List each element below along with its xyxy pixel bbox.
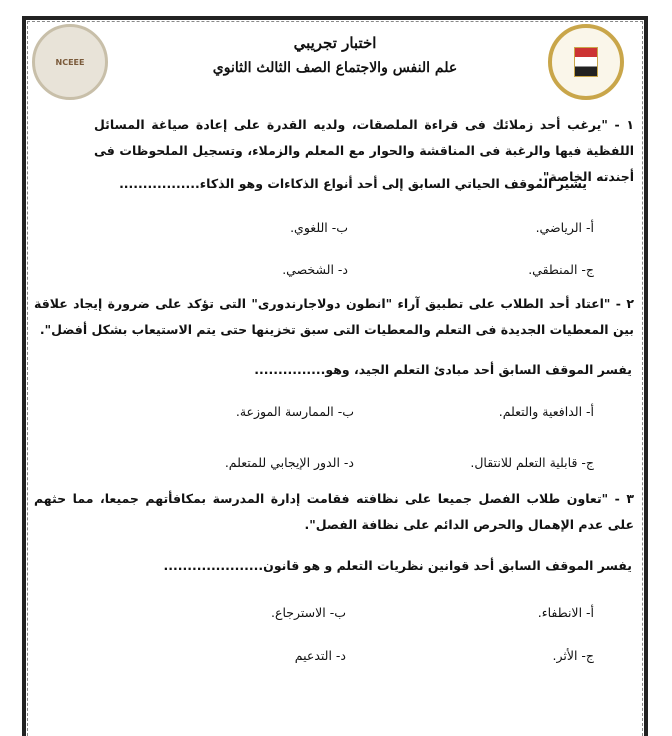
nceee-logo: NCEEE bbox=[32, 24, 108, 100]
question-stem: يشير الموقف الحياتي السابق إلى أحد أنواع الذكاءات وهو الذكاء................. bbox=[119, 176, 587, 191]
question-text: ٣ - "تعاون طلاب الفصل جميعا على نظافته فقامت إدارة المدرسة بمكافأتهم جميعا، مما حثهم على عدم الإهمال والحرص الدائم على نظافة الفصل". bbox=[34, 491, 634, 532]
option-c[interactable]: ج- قابلية التعلم للانتقال. bbox=[470, 455, 594, 470]
ministry-logo bbox=[548, 24, 624, 100]
option-b[interactable]: ب- الممارسة الموزعة. bbox=[235, 404, 354, 419]
exam-title: اختبار تجريبي bbox=[293, 34, 377, 52]
option-a[interactable]: أ- الدافعية والتعلم. bbox=[498, 404, 594, 419]
question-text: ١ - "يرغب أحد زملائك فى قراءة الملصقات، ولديه القدرة على إعادة صياغة المسائل اللفظية فيها والرغبة فى المناقشة والحوار مع المعلم والزملاء، وتسجيل الملحوظات فى أجندته الخاصة". bbox=[94, 117, 634, 184]
option-b[interactable]: ب- الاسترجاع. bbox=[271, 605, 346, 620]
option-d[interactable]: د- الشخصي. bbox=[282, 262, 348, 277]
question-stem: يفسر الموقف السابق أحد مبادئ التعلم الجيد، وهو............... bbox=[254, 362, 632, 377]
exam-subtitle: علم النفس والاجتماع الصف الثالث الثانوي bbox=[212, 60, 458, 76]
option-c[interactable]: ج- المنطقي. bbox=[528, 262, 594, 277]
eagle-emblem-icon bbox=[574, 47, 598, 77]
option-b[interactable]: ب- اللغوي. bbox=[290, 220, 348, 235]
option-d[interactable]: د- التدعيم bbox=[294, 648, 346, 663]
option-c[interactable]: ج- الأثر. bbox=[552, 648, 594, 663]
option-a[interactable]: أ- الانطفاء. bbox=[537, 605, 594, 620]
question-text: ٢ - "اعتاد أحد الطلاب على تطبيق آراء "انطون دولاجارندورى" التى تؤكد على ضرورة إيجاد علاقة بين المعطيات الجديدة فى التعلم والمعطيات التى سبق تخزينها حتى يتم الاستيعاب بشكل أفضل". bbox=[34, 296, 634, 337]
option-a[interactable]: أ- الرياضي. bbox=[535, 220, 594, 235]
option-d[interactable]: د- الدور الإيجابي للمتعلم. bbox=[224, 455, 354, 470]
question-stem: يفسر الموقف السابق أحد قوانين نظريات التعلم و هو قانون..................... bbox=[163, 558, 632, 573]
